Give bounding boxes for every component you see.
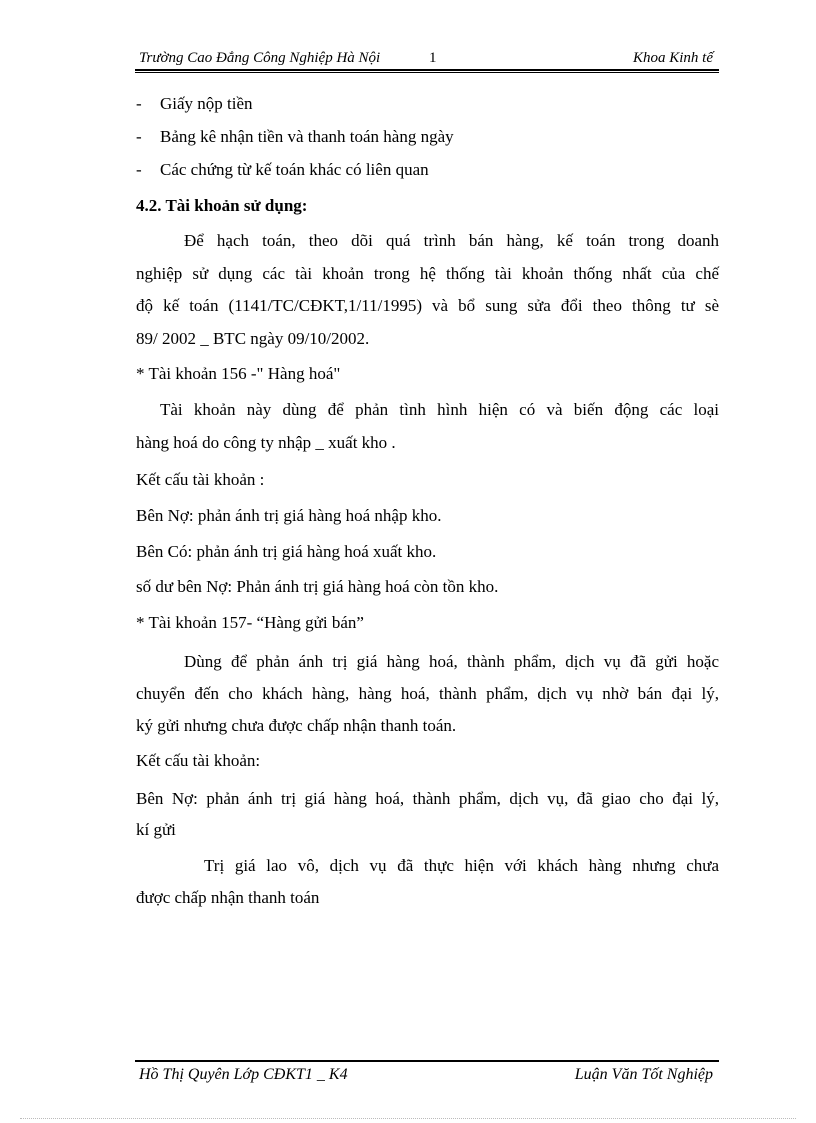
account-157-structure-label: Kết cấu tài khoản: (136, 751, 261, 770)
account-156-balance: số dư bên Nợ: Phản ánh trị giá hàng hoá còn tồn kho. (136, 577, 499, 596)
account-156-desc: hàng hoá do công ty nhập _ xuất kho . (136, 433, 396, 452)
thesis-label: Luận Văn Tốt Nghiệp (574, 1066, 713, 1083)
account-157-extra: Trị giá lao vô, dịch vụ đã thực hiện với khách hàng nhưng chưa (204, 856, 719, 875)
bullet-marker: - (136, 127, 142, 146)
intro-line: Để hạch toán, theo dõi quá trình bán hàng, kế toán trong doanh (184, 231, 719, 250)
bullet-text: Giấy nộp tiền (160, 94, 253, 113)
account-157-title: * Tài khoản 157- “Hàng gửi bán” (136, 613, 364, 632)
account-157-desc: chuyển đến cho khách hàng, hàng hoá, thành phẩm, dịch vụ nhờ bán đại lý, (136, 684, 719, 703)
school-name: Trường Cao Đẳng Công Nghiệp Hà Nội (139, 50, 381, 66)
account-157-desc: Dùng để phản ánh trị giá hàng hoá, thành phẩm, dịch vụ đã gửi hoặc (184, 652, 719, 671)
bullet-marker: - (136, 160, 142, 179)
intro-line: độ kế toán (1141/TC/CĐKT,1/11/1995) và bổ sung sửa đổi theo thông tư sè (136, 296, 719, 315)
account-156-structure-label: Kết cấu tài khoản : (136, 470, 265, 489)
account-157-debit: Bên Nợ: phản ánh trị giá hàng hoá, thành phẩm, dịch vụ, đã giao cho đại lý, (136, 789, 719, 808)
account-157-extra: được chấp nhận thanh toán (136, 888, 320, 907)
page-bottom-border (20, 1118, 796, 1119)
account-156-credit: Bên Có: phản ánh trị giá hàng hoá xuất kho. (136, 542, 437, 561)
intro-line: nghiệp sử dụng các tài khoản trong hệ thống tài khoản thống nhất của chế (136, 264, 719, 283)
bullet-text: Bảng kê nhận tiền và thanh toán hàng ngày (160, 127, 454, 146)
account-157-debit: kí gửi (136, 820, 176, 839)
account-156-debit: Bên Nợ: phản ánh trị giá hàng hoá nhập kho. (136, 506, 442, 525)
author-info: Hồ Thị Quyên Lớp CĐKT1 _ K4 (139, 1066, 348, 1083)
page-number: 1 (429, 50, 437, 66)
page-header (135, 46, 719, 68)
bullet-marker: - (136, 94, 142, 113)
header-rule (135, 69, 719, 73)
bullet-text: Các chứng từ kế toán khác có liên quan (160, 160, 429, 179)
intro-line: 89/ 2002 _ BTC ngày 09/10/2002. (136, 329, 370, 348)
faculty-name: Khoa Kinh tế (632, 50, 713, 66)
account-156-title: * Tài khoản 156 -" Hàng hoá" (136, 364, 341, 383)
account-157-desc: ký gửi nhưng chưa được chấp nhận thanh toán. (136, 716, 457, 735)
footer-rule (135, 1060, 719, 1062)
section-heading: 4.2. Tài khoản sử dụng: (136, 196, 308, 215)
account-156-desc: Tài khoản này dùng để phản tình hình hiện có và biến động các loại (160, 400, 719, 419)
